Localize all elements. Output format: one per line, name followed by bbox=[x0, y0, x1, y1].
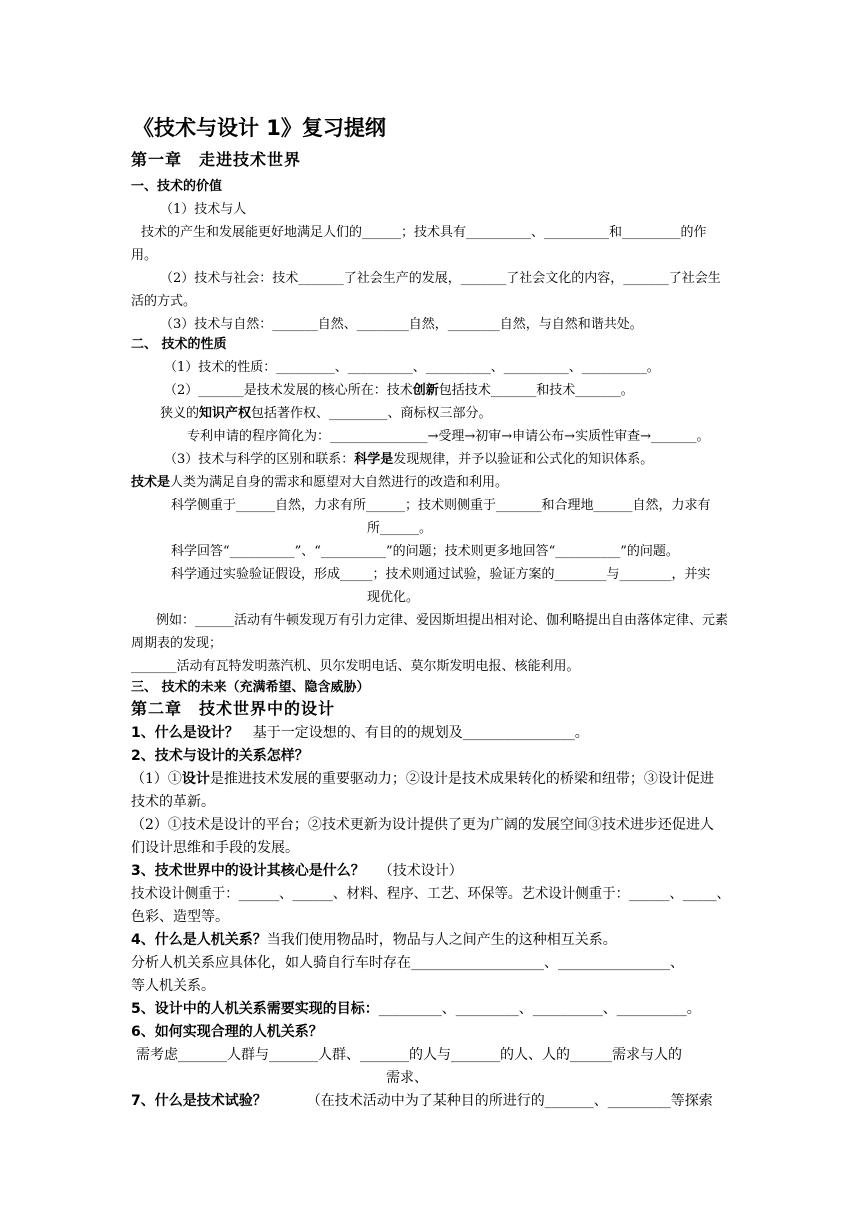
chapter-1-heading: 第一章 走进技术世界 bbox=[131, 150, 302, 169]
q2-label: 2、技术与设计的关系怎样？ bbox=[131, 748, 309, 764]
q3: 3、技术世界中的设计其核心是什么？ （技术设计） bbox=[131, 863, 463, 879]
q6-label: 6、如何实现合理的人机关系？ bbox=[131, 1024, 323, 1040]
sec2-p1: （1）技术的性质：_________、__________、__________、__________、__________。 bbox=[164, 360, 660, 375]
sec2-p2: （2）_______是技术发展的核心所在：技术创新包括技术_______和技术_______。 bbox=[164, 383, 634, 398]
sec1-p1-line1: 技术的产生和发展能更好地满足人们的______；技术具有__________、__________和_________的作 bbox=[141, 225, 707, 240]
q5: 5、设计中的人机关系需要实现的目标：_________、_________、__________、__________。 bbox=[131, 1001, 701, 1017]
sec2-p11: _______活动有瓦特发明蒸汽机、贝尔发明电话、莫尔斯发明电报、核能利用。 bbox=[131, 659, 580, 674]
q2-p1-line1: （1）①设计是推进技术发展的重要驱动力；②设计是技术成果转化的桥梁和纽带；③设计促进 bbox=[131, 771, 714, 787]
q3-line1: 技术设计侧重于：______、______、材料、程序、工艺、环保等。艺术设计侧重于：______、_____、 bbox=[131, 886, 731, 902]
q3-line2: 色彩、造型等。 bbox=[131, 909, 229, 925]
sec1-p1-line2: 用。 bbox=[131, 248, 158, 263]
sec2-p10-line2: 周期表的发现； bbox=[131, 636, 223, 651]
sec1-p3: （3）技术与自然：_______自然、________自然，________自然，与自然和谐共处。 bbox=[160, 317, 643, 332]
chapter-2-heading: 第二章 技术世界中的设计 bbox=[131, 699, 336, 718]
sec2-p9-line2: 现优化。 bbox=[367, 590, 420, 605]
q2-p1-line2: 技术的革新。 bbox=[131, 794, 215, 810]
sec2-p9-line1: 科学通过实验验证假设，形成_____；技术则通过试验，验证方案的________与________，并实 bbox=[171, 567, 711, 582]
section-1-heading: 一、技术的价值 bbox=[131, 179, 223, 194]
q4-line2: 等人机关系。 bbox=[131, 978, 215, 994]
q4-line1: 分析人机关系应具体化，如人骑自行车时存在___________________、________________、 bbox=[131, 955, 684, 971]
sec2-p4: 专利申请的程序简化为：_______________→受理→初审→申请公布→实质性审查→_______。 bbox=[187, 429, 710, 444]
q2-p2-line2: 们设计思维和手段的发展。 bbox=[131, 840, 299, 856]
sec1-p2-line1: （2）技术与社会：技术_______了社会生产的发展，_______了社会文化的内容，_______了社会生 bbox=[160, 271, 721, 286]
section-2-heading: 二、 技术的性质 bbox=[131, 337, 227, 352]
q1: 1、什么是设计？ 基于一定设想的、有目的的规划及________________。 bbox=[131, 725, 589, 741]
sec2-p5: （3）技术与科学的区别和联系：科学是发现规律，并予以验证和公式化的知识体系。 bbox=[164, 452, 654, 467]
sec2-p7-line1: 科学侧重于______自然，力求有所______；技术则侧重于_______和合理地______自然，力求有 bbox=[171, 498, 711, 513]
document-title: 《技术与设计 1》复习提纲 bbox=[133, 116, 386, 140]
q6-line2: 需求、 bbox=[386, 1070, 428, 1086]
sec1-p2-line2: 活的方式。 bbox=[131, 294, 197, 309]
sec2-p3: 狭义的知识产权包括著作权、_________、商标权三部分。 bbox=[160, 406, 492, 421]
q4: 4、什么是人机关系？当我们使用物品时，物品与人之间产生的这种相互关系。 bbox=[131, 932, 617, 948]
sec2-p7-line2: 所______。 bbox=[367, 521, 433, 536]
sec1-p1-label: （1）技术与人 bbox=[160, 202, 247, 217]
q6-line1: 需考虑_______人群与_______人群、_______的人与_______的人、人的______需求与人的 bbox=[136, 1047, 682, 1063]
sec2-p10-line1: 例如：______活动有牛顿发现万有引力定律、爱因斯坦提出相对论、伽利略提出自由落体定律、元素 bbox=[156, 613, 729, 628]
sec2-p8: 科学回答“__________”、“__________”的问题；技术则更多地回答“__________”的问题。 bbox=[171, 544, 679, 559]
q7: 7、什么是技术试验？ （在技术活动中为了某种目的所进行的_______、_________等探索 bbox=[131, 1093, 713, 1109]
q2-p2-line1: （2）①技术是设计的平台；②技术更新为设计提供了更为广阔的发展空间③技术进步还促进人 bbox=[131, 817, 714, 833]
section-3-heading: 三、 技术的未来（充满希望、隐含威胁） bbox=[131, 680, 370, 695]
sec2-p6: 技术是人类为满足自身的需求和愿望对大自然进行的改造和利用。 bbox=[131, 475, 509, 490]
